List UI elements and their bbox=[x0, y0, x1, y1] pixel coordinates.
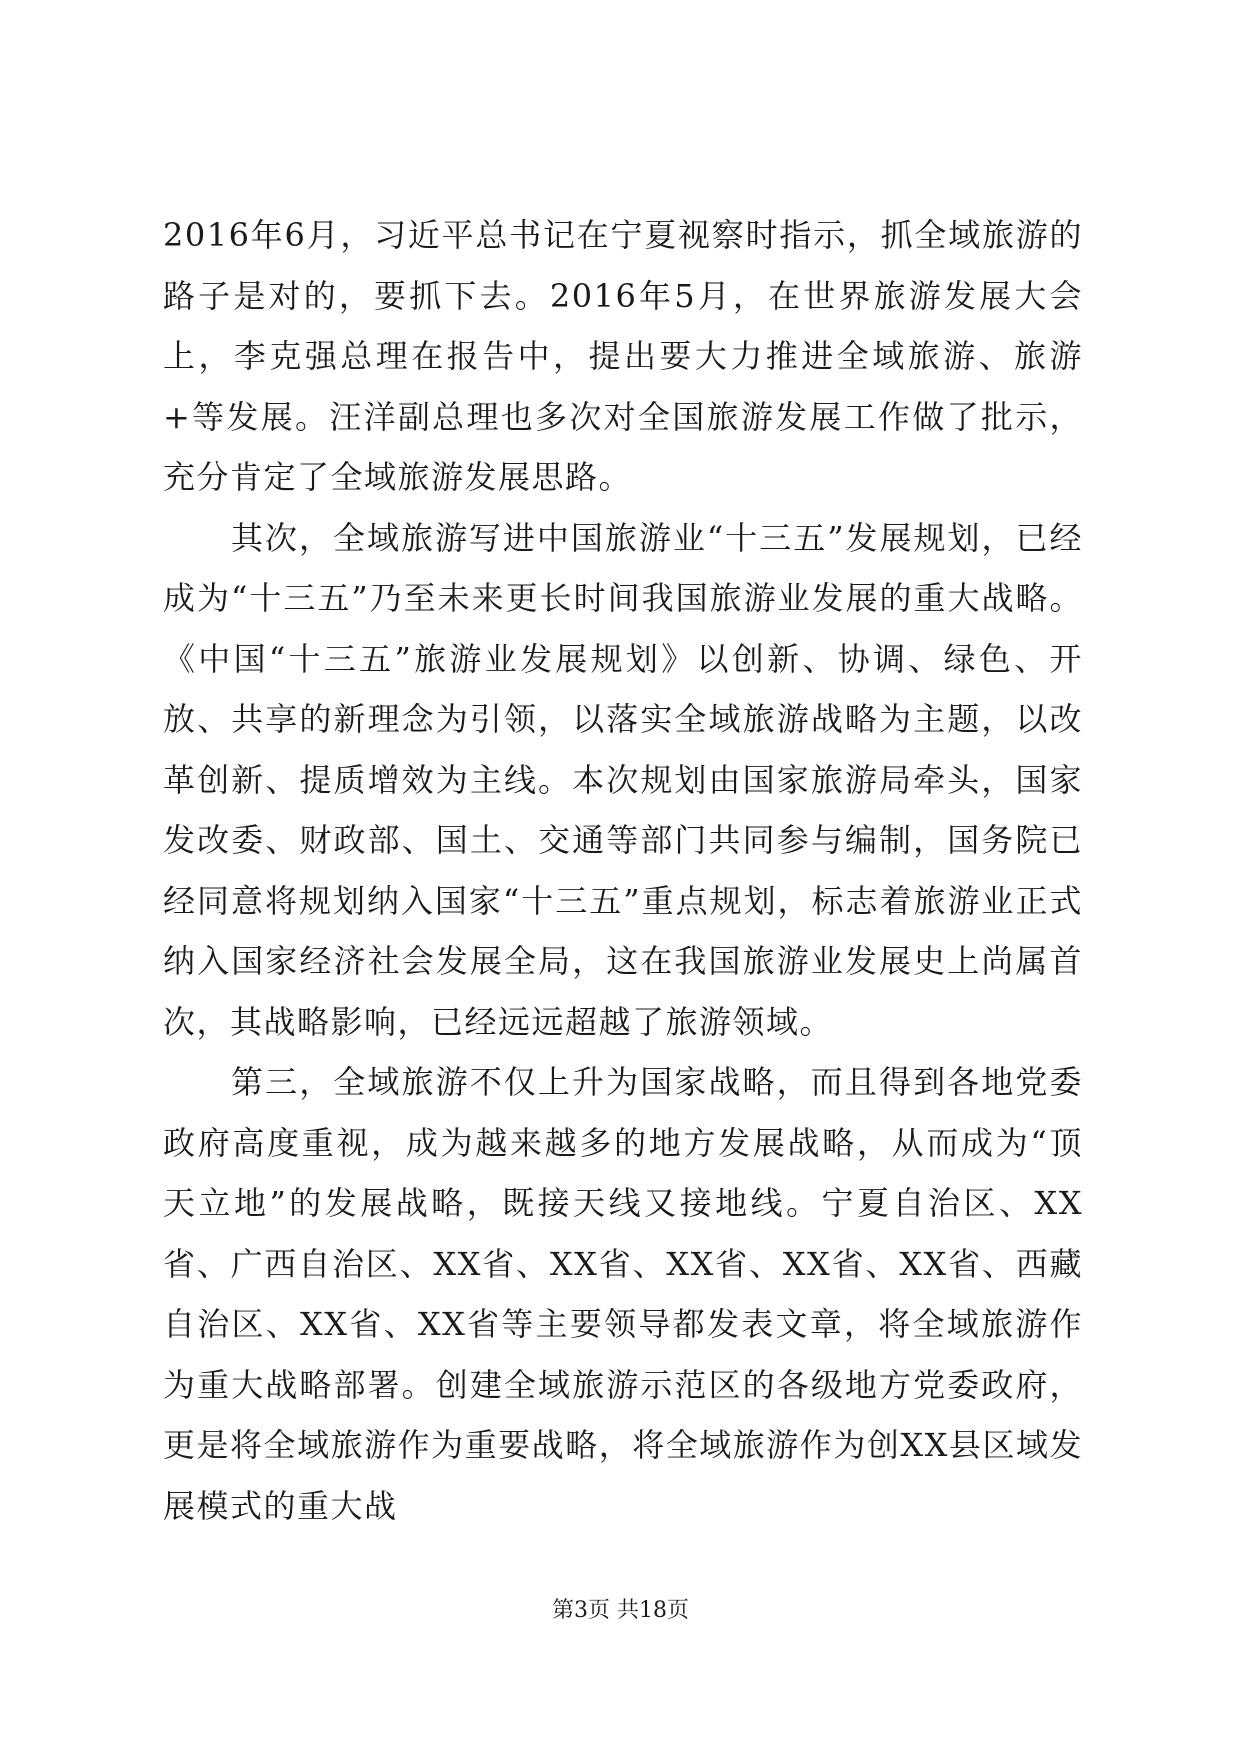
paragraph-2: 其次，全域旅游写进中国旅游业“十三五”发展规划，已经成为“十三五”乃至未来更长时间我国旅游业发展的重大战略。《中国“十三五”旅游业发展规划》以创新、协调、绿色、开放、共享的新理念为引领，以落实全域旅游战略为主题，以改革创新、提质增效为主线。本次规划由国家旅游局牵头，国家发改委、财政部、国土、交通等部门共同参与编制，国务院已经同意将规划纳入国家“十三五”重点规划，标志着旅游业正式纳入国家经济社会发展全局，这在我国旅游业发展史上尚属首次，其战略影响，已经远远超越了旅游领域。 bbox=[163, 518, 1083, 1041]
paragraph-1: 2016年6月，习近平总书记在宁夏视察时指示，抓全域旅游的路子是对的，要抓下去。2016年5月，在世界旅游发展大会上，李克强总理在报告中，提出要大力推进全域旅游、旅游+等发展。汪洋副总理也多次对全国旅游发展工作做了批示，充分肯定了全域旅游发展思路。 bbox=[163, 216, 1083, 496]
paragraph-3: 第三，全域旅游不仅上升为国家战略，而且得到各地党委政府高度重视，成为越来越多的地方发展战略，从而成为“顶天立地”的发展战略，既接天线又接地线。宁夏自治区、XX省、广西自治区、XX省、XX省、XX省、XX省、XX省、西藏自治区、XX省、XX省等主要领导都发表文章，将全域旅游作为重大战略部署。创建全域旅游示范区的各级地方党委政府，更是将全域旅游作为重要战略，将全域旅游作为创XX县区域发展模式的重大战 bbox=[163, 1063, 1083, 1525]
body-text bbox=[163, 205, 1083, 1536]
page-footer: 第3页 共18页 bbox=[552, 1598, 689, 1623]
